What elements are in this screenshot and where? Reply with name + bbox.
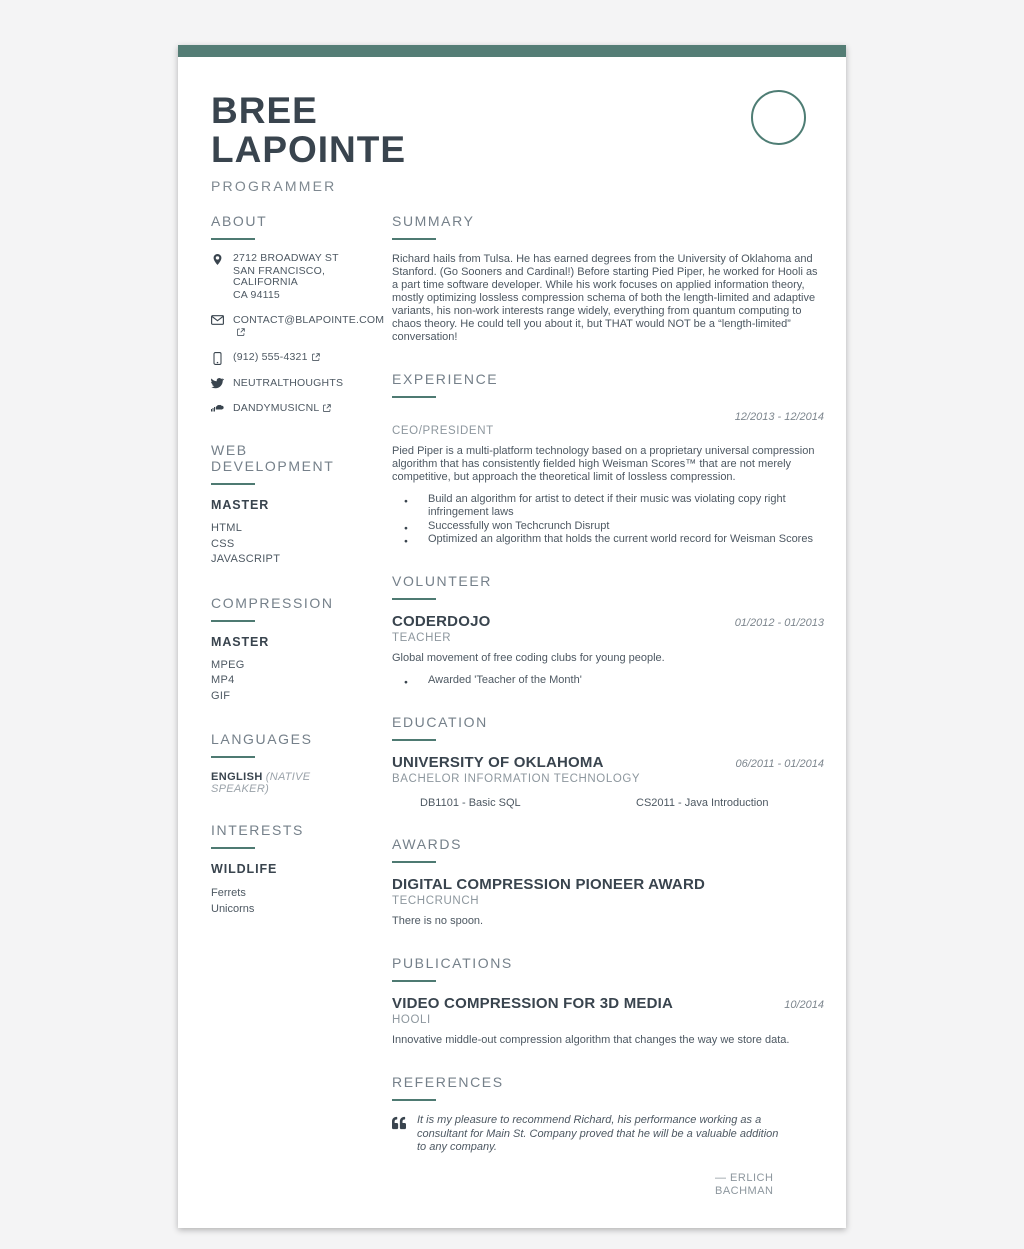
twitter-handle[interactable]: NEUTRALTHOUGHTS — [233, 377, 344, 389]
profile-photo-placeholder — [751, 90, 806, 145]
section-rule — [211, 620, 255, 622]
award-summary: There is no spoon. — [392, 915, 484, 927]
external-link-icon — [312, 353, 320, 365]
address-item — [211, 253, 361, 302]
section-education — [392, 714, 824, 809]
section-rule — [211, 483, 255, 485]
skill-keyword: CSS — [211, 537, 235, 550]
award-awarder: TECHCRUNCH — [392, 895, 480, 907]
candidate-first-name: BREE — [211, 90, 318, 131]
resume-page — [178, 45, 846, 1228]
publication-title: VIDEO COMPRESSION FOR 3D MEDIA — [392, 995, 674, 1012]
section-rule — [211, 238, 255, 240]
about-heading: ABOUT — [211, 213, 268, 229]
language-fluency: (NATIVE SPEAKER) — [211, 771, 311, 795]
candidate-name — [211, 91, 824, 169]
resume-header — [211, 57, 824, 200]
awards-heading: AWARDS — [392, 836, 463, 852]
education-heading: EDUCATION — [392, 714, 488, 730]
section-about — [211, 213, 385, 415]
publication-summary: Innovative middle-out compression algorithm that changes the way we store data. — [392, 1034, 790, 1046]
section-rule — [211, 756, 255, 758]
address-text — [233, 253, 361, 302]
award-title: DIGITAL COMPRESSION PIONEER AWARD — [392, 876, 706, 893]
language-name: ENGLISH — [211, 771, 263, 783]
mobile-phone-icon — [211, 352, 224, 365]
experience-heading: EXPERIENCE — [392, 371, 499, 387]
experience-position: CEO/PRESIDENT — [392, 425, 494, 437]
highlight-item: ● Awarded 'Teacher of the Month' — [392, 674, 824, 687]
accent-top-bar — [178, 45, 846, 57]
candidate-job-title: PROGRAMMER — [211, 178, 337, 194]
skill-level: MASTER — [211, 498, 270, 512]
section-volunteer — [392, 573, 824, 687]
highlight-item: ● Build an algorithm for artist to detect if their music was violating copy right infringement laws — [392, 493, 824, 519]
experience-date: 12/2013 - 12/2014 — [734, 411, 824, 423]
course-item: CS2011 - Java Introduction — [636, 797, 769, 809]
section-rule — [392, 598, 436, 600]
section-awards — [392, 836, 824, 928]
interest-keyword: Unicorns — [211, 903, 255, 915]
soundcloud-handle[interactable]: DANDYMUSICNL — [233, 403, 331, 416]
languages-heading: LANGUAGES — [211, 731, 313, 747]
references-heading: REFERENCES — [392, 1074, 504, 1090]
reference-quote-row — [392, 1114, 824, 1155]
candidate-last-name: LAPOINTE — [211, 129, 407, 170]
section-summary — [392, 213, 824, 344]
volunteer-entry-head — [392, 613, 824, 630]
section-experience — [392, 371, 824, 546]
section-rule — [392, 396, 436, 398]
highlight-item: ● Optimized an algorithm that holds the current world record for Weisman Scores — [392, 533, 824, 546]
publication-date: 10/2014 — [784, 999, 824, 1011]
course-item: DB1101 - Basic SQL — [420, 797, 521, 809]
skill-keyword: JAVASCRIPT — [211, 553, 281, 565]
skill-group-heading: COMPRESSION — [211, 594, 334, 611]
award-entry-head — [392, 876, 824, 893]
section-references — [392, 1074, 824, 1198]
section-rule — [392, 980, 436, 982]
education-institution: UNIVERSITY OF OKLAHOMA — [392, 754, 604, 771]
volunteer-heading: VOLUNTEER — [392, 573, 492, 589]
skill-keyword: MPEG — [211, 658, 245, 671]
email-item[interactable] — [211, 314, 385, 339]
section-languages — [211, 731, 361, 795]
soundcloud-icon — [211, 403, 224, 413]
address-line-2: SAN FRANCISCO, CALIFORNIA — [233, 264, 326, 288]
education-degree: BACHELOR INFORMATION TECHNOLOGY — [392, 773, 641, 785]
external-link-icon — [237, 328, 245, 340]
two-column-layout — [211, 213, 824, 1198]
section-rule — [392, 739, 436, 741]
phone-item[interactable] — [211, 352, 361, 365]
education-courses — [392, 797, 824, 809]
language-line — [211, 771, 361, 795]
reference-quote-text: It is my pleasure to recommend Richard, his performance working as a consultant for Main St. Company proved that he will be a valuable addition to any company. — [417, 1114, 779, 1153]
interest-keyword: Ferrets — [211, 887, 246, 899]
twitter-item[interactable] — [211, 378, 361, 390]
skill-keyword: MP4 — [211, 674, 235, 686]
experience-entry-head — [392, 411, 824, 423]
highlight-item: ● Successfully won Techcrunch Disrupt — [392, 520, 824, 533]
summary-heading: SUMMARY — [392, 213, 475, 229]
main-column — [392, 213, 824, 1198]
section-rule — [392, 861, 436, 863]
interest-name: WILDLIFE — [211, 862, 278, 876]
skill-group-heading: WEB DEVELOPMENT — [211, 442, 335, 474]
publications-heading: PUBLICATIONS — [392, 955, 513, 971]
volunteer-summary: Global movement of free coding clubs for young people. — [392, 652, 665, 664]
external-link-icon — [323, 404, 331, 416]
publication-entry-head — [392, 995, 824, 1012]
quote-left-icon — [392, 1116, 406, 1155]
volunteer-position: TEACHER — [392, 632, 452, 644]
skill-keyword: GIF — [211, 689, 231, 702]
experience-summary: Pied Piper is a multi-platform technology based on a proprietary universal compression algorithm that has consistently fielded high Weisman Scores™ that are not merely competitive, but approach the theoretical limit of lossless compression. — [392, 445, 815, 483]
reference-attribution: — ERLICH BACHMAN — [715, 1171, 774, 1197]
section-rule — [392, 238, 436, 240]
soundcloud-item[interactable] — [211, 403, 361, 416]
section-publications — [392, 955, 824, 1047]
education-entry-head — [392, 754, 824, 771]
publication-publisher: HOOLI — [392, 1014, 431, 1026]
skill-keyword: HTML — [211, 522, 243, 534]
summary-text: Richard hails from Tulsa. He has earned degrees from the University of Oklahoma and Stanford. (Go Sooners and Cardinal!) Before starting Pied Piper, he worked for Hooli as a part time software developer. While his work focuses on applied information theory, mostly optimizing lossless compression schema of both the length-limited and adaptive variants, his non-work interests range widely, everything from quantum computing to chaos theory. He could tell you about it, but THAT would NOT be a “length-limited” conversation! — [392, 253, 818, 343]
section-interests — [211, 822, 361, 917]
resume-content — [178, 57, 846, 1228]
section-skill-web-development — [211, 442, 361, 568]
map-marker-icon — [211, 253, 224, 266]
section-skill-compression — [211, 595, 361, 705]
twitter-icon — [211, 378, 224, 389]
volunteer-date: 01/2012 - 01/2013 — [734, 617, 824, 629]
volunteer-organization: CODERDOJO — [392, 613, 491, 630]
address-line-1: 2712 BROADWAY ST — [233, 252, 339, 264]
phone-text[interactable]: (912) 555-4321 — [233, 352, 320, 365]
education-date: 06/2011 - 01/2014 — [735, 758, 824, 770]
sidebar — [211, 213, 385, 1198]
section-rule — [211, 847, 255, 849]
section-rule — [392, 1099, 436, 1101]
address-line-3: CA 94115 — [233, 288, 280, 301]
volunteer-highlights — [392, 674, 824, 687]
skill-level: MASTER — [211, 634, 270, 649]
envelope-icon — [211, 315, 224, 325]
interests-heading: INTERESTS — [211, 822, 304, 838]
email-text[interactable]: CONTACT@BLAPOINTE.COM — [233, 315, 384, 339]
experience-highlights — [392, 493, 824, 546]
